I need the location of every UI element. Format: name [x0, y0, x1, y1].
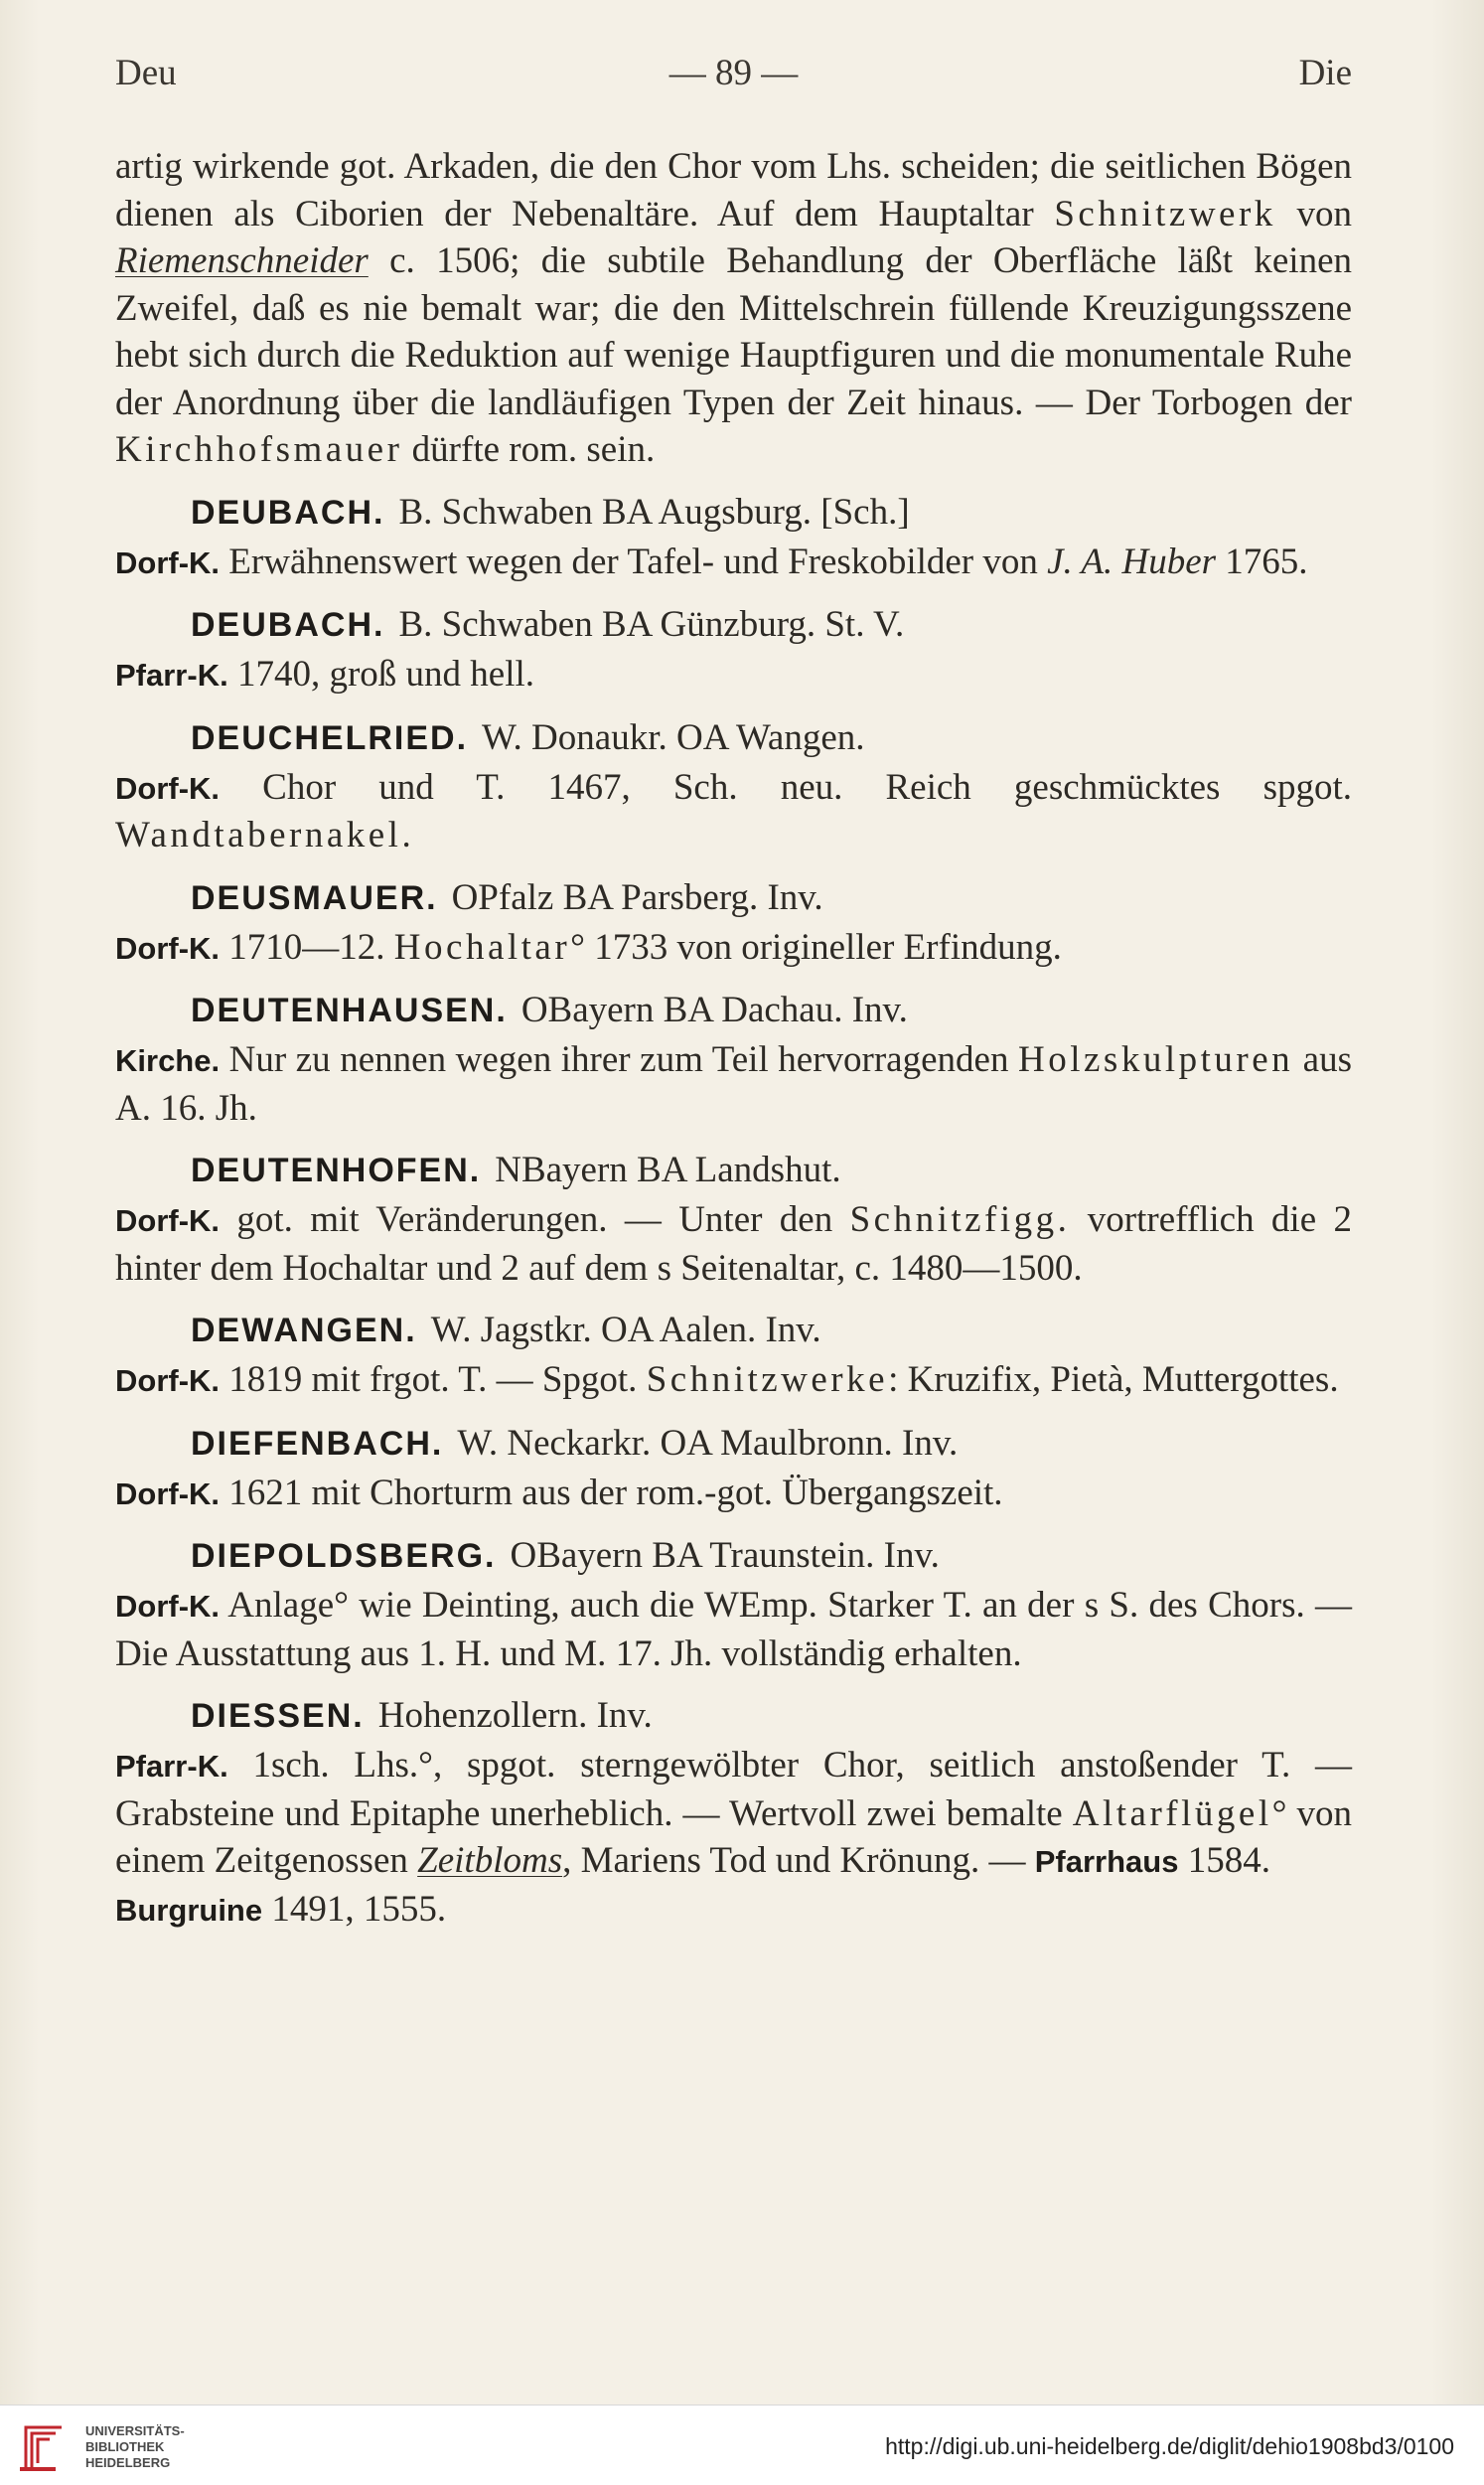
region-info: OBayern BA Traunstein. Inv. [510, 1535, 940, 1576]
artist-name: Riemenschneider [115, 240, 369, 281]
region-info: B. Schwaben BA Augsburg. [Sch.] [398, 491, 910, 533]
place-name: DIEPOLDSBERG. [191, 1537, 497, 1575]
entry-text: Dorf-K. 1621 mit Chorturm aus der rom.-got. Übergangszeit. [115, 1472, 1003, 1513]
entry-text: Dorf-K. 1710—12. Hochaltar° 1733 von origineller Erfindung. [115, 926, 1062, 968]
header-right-word: Die [1298, 53, 1352, 93]
entry-heading [115, 489, 1352, 537]
entry-heading [115, 874, 1352, 922]
entry-heading [115, 1420, 1352, 1468]
place-name: DIEFENBACH. [191, 1424, 444, 1463]
building-label: Dorf-K. [115, 1363, 221, 1398]
header-left-word: Deu [115, 53, 177, 93]
running-header [115, 52, 1352, 101]
place-name: DEUTENHOFEN. [191, 1152, 482, 1189]
building-label: Dorf-K. [115, 1475, 221, 1511]
artist-name: J. A. Huber [1047, 541, 1217, 582]
entry-text: Pfarr-K. 1sch. Lhs.°, spgot. sterngewölbter Chor, seitlich anstoßender T. — Grabsteine und Epitaphe unerheblich. — Wertvoll zwei bemalte Altarflügel° von einem Zeitgenossen Zeitbloms, Mariens Tod und Krönung. — Pfarrhaus 1584. Burgruine 1491, 1555. [115, 1745, 1353, 1930]
entry-heading [115, 1147, 1352, 1194]
entry-heading [115, 1692, 1352, 1740]
entry-text: Kirche. Nur zu nennen wegen ihrer zum Teil hervorragenden Holzskulpturen aus A. 16. Jh. [115, 1039, 1352, 1129]
library-logo-icon [14, 2419, 70, 2475]
building-label: Dorf-K. [115, 1203, 221, 1238]
region-info: B. Schwaben BA Günzburg. St. V. [398, 604, 905, 645]
intro-paragraph: artig wirkende got. Arkaden, die den Chor vom Lhs. scheiden; die seitlichen Bögen dienen als Ciborien der Nebenaltäre. Auf dem Hauptaltar Schnitzwerk von Riemenschneider c. 1506; die subtile Behandlung der Oberfläche läßt keinen Zweifel, daß es nie bemalt war; die den Mittelschrein füllende Kreuzigungsszene hebt sich durch die Reduktion auf wenige Hauptfiguren und die monumentale Ruhe der Anordnung über die landläufigen Typen der Zeit hinaus. — Der Torbogen der Kirchhofsmauer dürfte rom. sein. [115, 146, 1353, 470]
region-info: W. Neckarkr. OA Maulbronn. Inv. [457, 1422, 959, 1464]
building-label: Burgruine [115, 1892, 263, 1928]
entry-text: Dorf-K. 1819 mit frgot. T. — Spgot. Schnitzwerke: Kruzifix, Pietà, Muttergottes. [115, 1359, 1339, 1400]
place-name: DEUTENHAUSEN. [191, 992, 508, 1029]
region-info: OBayern BA Dachau. Inv. [520, 990, 908, 1030]
page-body [115, 143, 1352, 1934]
building-label: Kirche. [115, 1043, 221, 1078]
building-label: Dorf-K. [115, 930, 221, 966]
digitization-footer [0, 2405, 1484, 2485]
place-name: DEUCHELRIED. [191, 718, 469, 757]
region-info: OPfalz BA Parsberg. Inv. [451, 876, 823, 918]
entry-heading [115, 987, 1352, 1034]
page-number: — 89 — [668, 53, 799, 93]
region-info: NBayern BA Landshut. [495, 1150, 841, 1190]
entry-heading [115, 714, 1352, 762]
building-label: Pfarrhaus [1034, 1844, 1179, 1879]
source-url-link[interactable]: http://digi.ub.uni-heidelberg.de/diglit/dehio1908bd3/0100 [885, 2433, 1454, 2459]
region-info: Hohenzollern. Inv. [377, 1695, 653, 1736]
building-label: Pfarr-K. [115, 1749, 228, 1784]
place-name: DEUBACH. [191, 493, 385, 532]
region-info: W. Donaukr. OA Wangen. [482, 716, 865, 758]
entry-text: Dorf-K. Anlage° wie Deinting, auch die WEmp. Starker T. an der s S. des Chors. — Die Ausstattung aus 1. H. und M. 17. Jh. vollständig erhalten. [115, 1585, 1352, 1674]
entry-text: Dorf-K. Erwähnenswert wegen der Tafel- und Freskobilder von J. A. Huber 1765. [115, 541, 1308, 582]
place-name: DEUSMAUER. [191, 878, 438, 917]
building-label: Pfarr-K. [115, 658, 228, 693]
building-label: Dorf-K. [115, 1589, 221, 1624]
entry-text: Dorf-K. Chor und T. 1467, Sch. neu. Reich geschmücktes spgot. Wandtabernakel. [115, 766, 1352, 855]
entry-heading [115, 1532, 1352, 1580]
entry-text: Dorf-K. got. mit Veränderungen. — Unter den Schnitzfigg. vortrefflich die 2 hinter dem Hochaltar und 2 auf dem s Seitenaltar, c. 1480—1500. [115, 1199, 1352, 1289]
entry-heading [115, 601, 1352, 649]
artist-name: Zeitbloms [417, 1840, 563, 1881]
building-label: Dorf-K. [115, 770, 221, 806]
place-name: DIESSEN. [191, 1697, 365, 1735]
entry-text: Pfarr-K. 1740, groß und hell. [115, 654, 535, 695]
library-name: UNIVERSITÄTS- BIBLIOTHEK HEIDELBERG [85, 2423, 185, 2470]
building-label: Dorf-K. [115, 544, 221, 580]
place-name: DEUBACH. [191, 606, 385, 644]
place-name: DEWANGEN. [191, 1312, 417, 1349]
entry-heading [115, 1307, 1352, 1354]
region-info: W. Jagstkr. OA Aalen. Inv. [430, 1310, 821, 1350]
